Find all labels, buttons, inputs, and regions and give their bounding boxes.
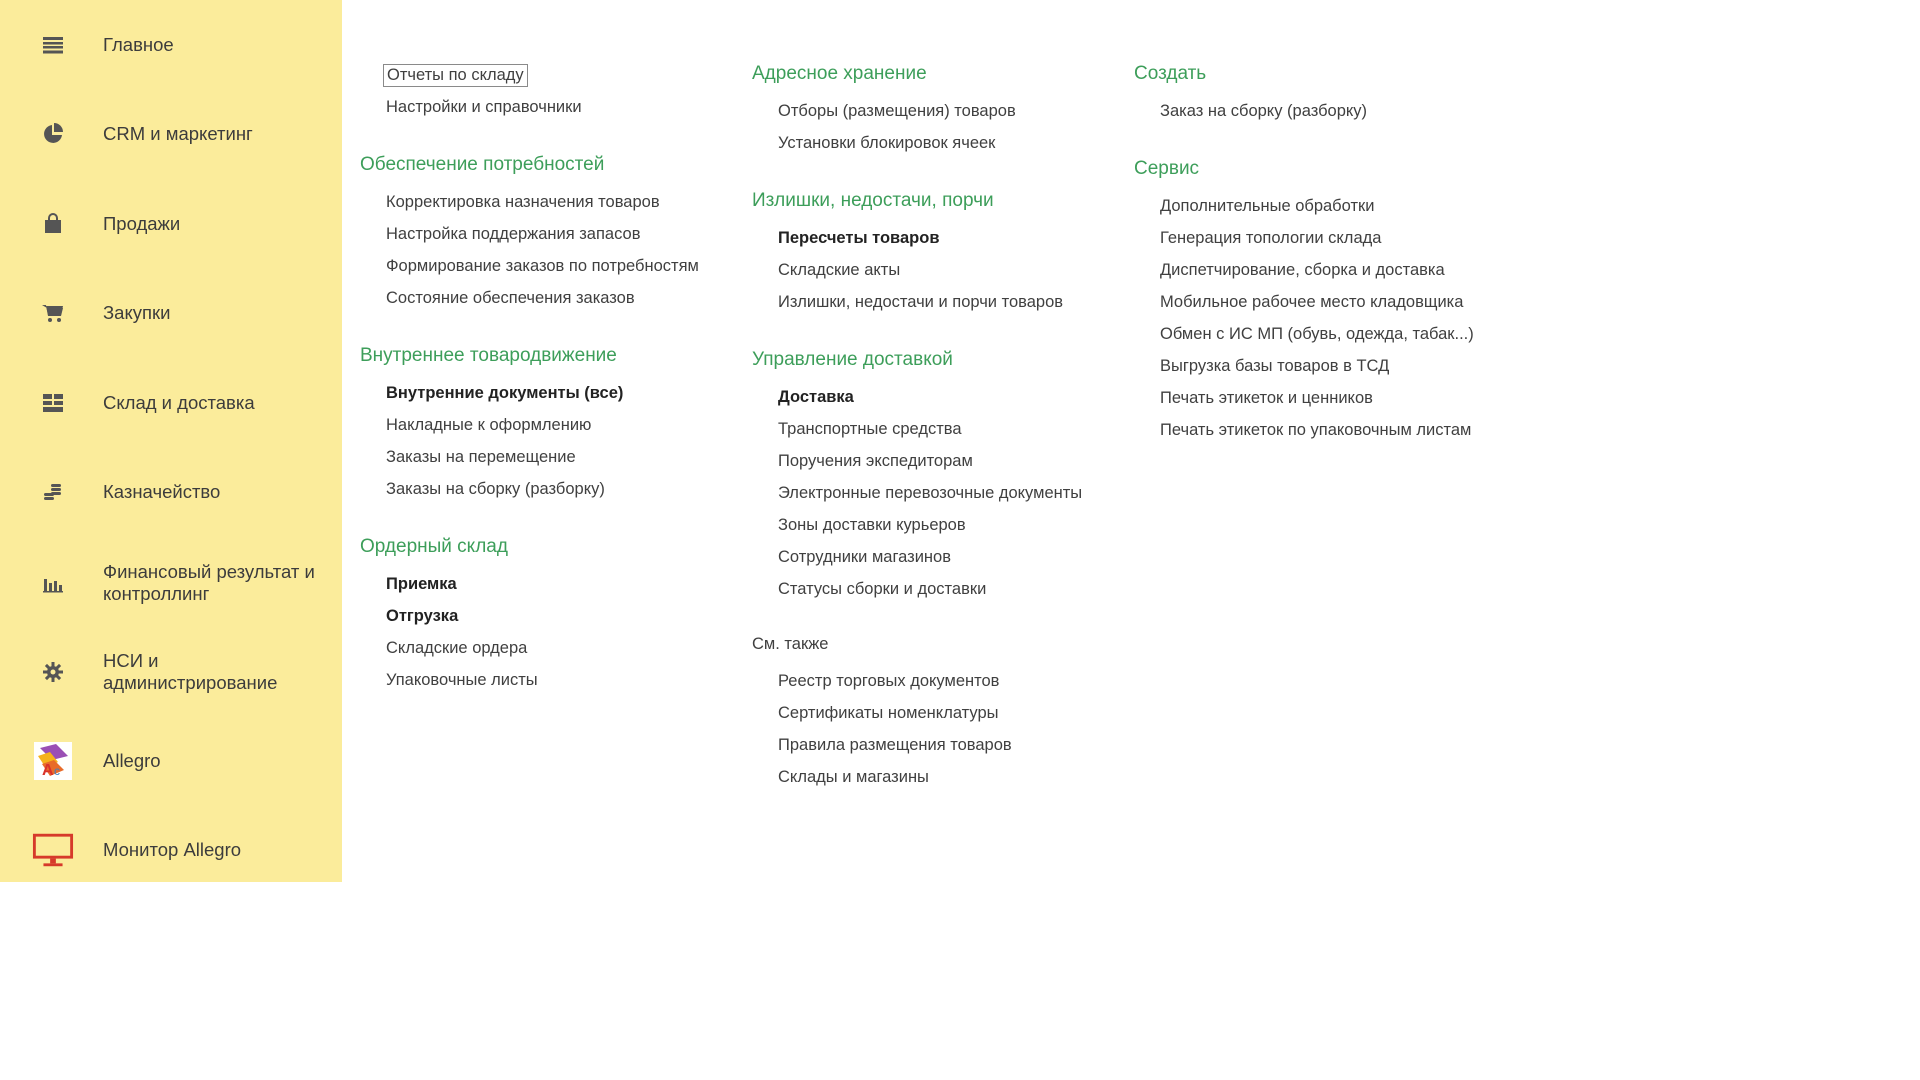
link-item[interactable]: Сертификаты номенклатуры — [778, 704, 999, 722]
sidebar-item-label: Allegro — [103, 750, 161, 771]
link-item[interactable]: Доставка — [778, 388, 854, 406]
sidebar-item-admin[interactable] — [0, 649, 342, 695]
link-item[interactable]: Печать этикеток и ценников — [1160, 389, 1373, 407]
sidebar-item-financial-result[interactable] — [0, 560, 342, 606]
section-header-service[interactable]: Сервис — [1134, 158, 1200, 179]
sidebar-item-allegro-monitor[interactable] — [0, 828, 342, 872]
shopping-cart-icon — [32, 292, 74, 334]
section-header-surplus-shortage[interactable]: Излишки, недостачи, порчи — [752, 190, 994, 211]
section-header-delivery-management[interactable]: Управление доставкой — [752, 349, 953, 370]
link-item[interactable]: Накладные к оформлению — [386, 416, 592, 434]
link-item[interactable]: Статусы сборки и доставки — [778, 580, 987, 598]
link-item[interactable]: Склады и магазины — [778, 768, 929, 786]
sidebar-item-treasury[interactable] — [0, 470, 342, 514]
link-item[interactable]: Заказ на сборку (разборку) — [1160, 102, 1368, 120]
sidebar-item-crm[interactable] — [0, 112, 342, 156]
section-header-internal-movement[interactable]: Внутреннее товародвижение — [360, 345, 617, 366]
link-item[interactable]: Складские акты — [778, 261, 901, 279]
link-item[interactable]: Заказы на перемещение — [386, 448, 576, 466]
svg-text:A: A — [42, 762, 54, 779]
link-item[interactable]: Зоны доставки курьеров — [778, 516, 966, 534]
link-item[interactable]: Транспортные средства — [778, 420, 962, 438]
link-item[interactable]: Установки блокировок ячеек — [778, 134, 996, 152]
bar-chart-icon — [32, 562, 74, 604]
gear-icon — [32, 651, 74, 693]
sidebar-item-label: Финансовый результат и контроллинг — [103, 561, 315, 604]
link-item[interactable]: Пересчеты товаров — [778, 229, 940, 247]
link-item[interactable]: Сотрудники магазинов — [778, 548, 951, 566]
sidebar-item-label: Казначейство — [103, 481, 221, 502]
link-item[interactable]: Излишки, недостачи и порчи товаров — [778, 293, 1064, 311]
link-item[interactable]: Печать этикеток по упаковочным листам — [1160, 421, 1472, 439]
link-item[interactable]: Правила размещения товаров — [778, 736, 1012, 754]
link-item[interactable]: Корректировка назначения товаров — [386, 193, 660, 211]
monitor-icon — [32, 829, 74, 871]
warehouse-grid-icon — [32, 382, 74, 424]
sidebar-item-label: Монитор Allegro — [103, 839, 242, 860]
svg-text:c: c — [54, 764, 60, 778]
link-item[interactable]: Диспетчирование, сборка и доставка — [1160, 261, 1445, 279]
link-item[interactable]: Формирование заказов по потребностям — [386, 257, 699, 275]
shopping-bag-icon — [32, 203, 74, 245]
link-item[interactable]: Выгрузка базы товаров в ТСД — [1160, 357, 1390, 375]
link-item[interactable]: Поручения экспедиторам — [778, 452, 973, 470]
link-item[interactable]: Обмен с ИС МП (обувь, одежда, табак...) — [1160, 325, 1474, 343]
section-header-address-storage[interactable]: Адресное хранение — [752, 63, 927, 84]
sidebar-item-label: Продажи — [103, 213, 181, 234]
link-settings-and-references[interactable]: Настройки и справочники — [386, 98, 582, 116]
link-item[interactable]: Приемка — [386, 575, 457, 593]
sidebar-item-main[interactable] — [0, 23, 342, 67]
section-header-needs[interactable]: Обеспечение потребностей — [360, 154, 605, 175]
link-item[interactable]: Настройка поддержания запасов — [386, 225, 641, 243]
link-item[interactable]: Упаковочные листы — [386, 671, 538, 689]
section-header-order-warehouse[interactable]: Ордерный склад — [360, 536, 508, 557]
link-item[interactable]: Складские ордера — [386, 639, 528, 657]
link-item[interactable]: Реестр торговых документов — [778, 672, 1000, 690]
sidebar-item-label: НСИ и администрирование — [103, 650, 278, 693]
link-item[interactable]: Внутренние документы (все) — [386, 384, 624, 402]
link-item[interactable]: Мобильное рабочее место кладовщика — [1160, 293, 1464, 311]
sidebar-item-label: Закупки — [103, 302, 171, 323]
sidebar-item-label: Склад и доставка — [103, 392, 255, 413]
sidebar-item-warehouse[interactable] — [0, 381, 342, 425]
coins-icon — [32, 471, 74, 513]
sidebar-item-purchases[interactable] — [0, 291, 342, 335]
link-item[interactable]: Отгрузка — [386, 607, 459, 625]
link-item[interactable]: Дополнительные обработки — [1160, 197, 1375, 215]
link-item[interactable]: Генерация топологии склада — [1160, 229, 1382, 247]
allegro-logo-icon — [32, 740, 74, 782]
sidebar-item-label: Главное — [103, 34, 174, 55]
link-item[interactable]: Отборы (размещения) товаров — [778, 102, 1016, 120]
pie-chart-icon — [32, 113, 74, 155]
sidebar — [0, 0, 342, 882]
link-item[interactable]: Заказы на сборку (разборку) — [386, 480, 605, 498]
sidebar-item-sales[interactable] — [0, 202, 342, 246]
link-warehouse-reports[interactable]: Отчеты по складу — [387, 66, 524, 84]
sidebar-item-label: CRM и маркетинг — [103, 123, 253, 144]
menu-icon — [32, 24, 74, 66]
section-header-create[interactable]: Создать — [1134, 63, 1207, 84]
link-item[interactable]: Состояние обеспечения заказов — [386, 289, 635, 307]
sidebar-item-allegro[interactable] — [0, 739, 342, 783]
see-also-header: См. также — [752, 635, 829, 653]
link-item[interactable]: Электронные перевозочные документы — [778, 484, 1083, 502]
